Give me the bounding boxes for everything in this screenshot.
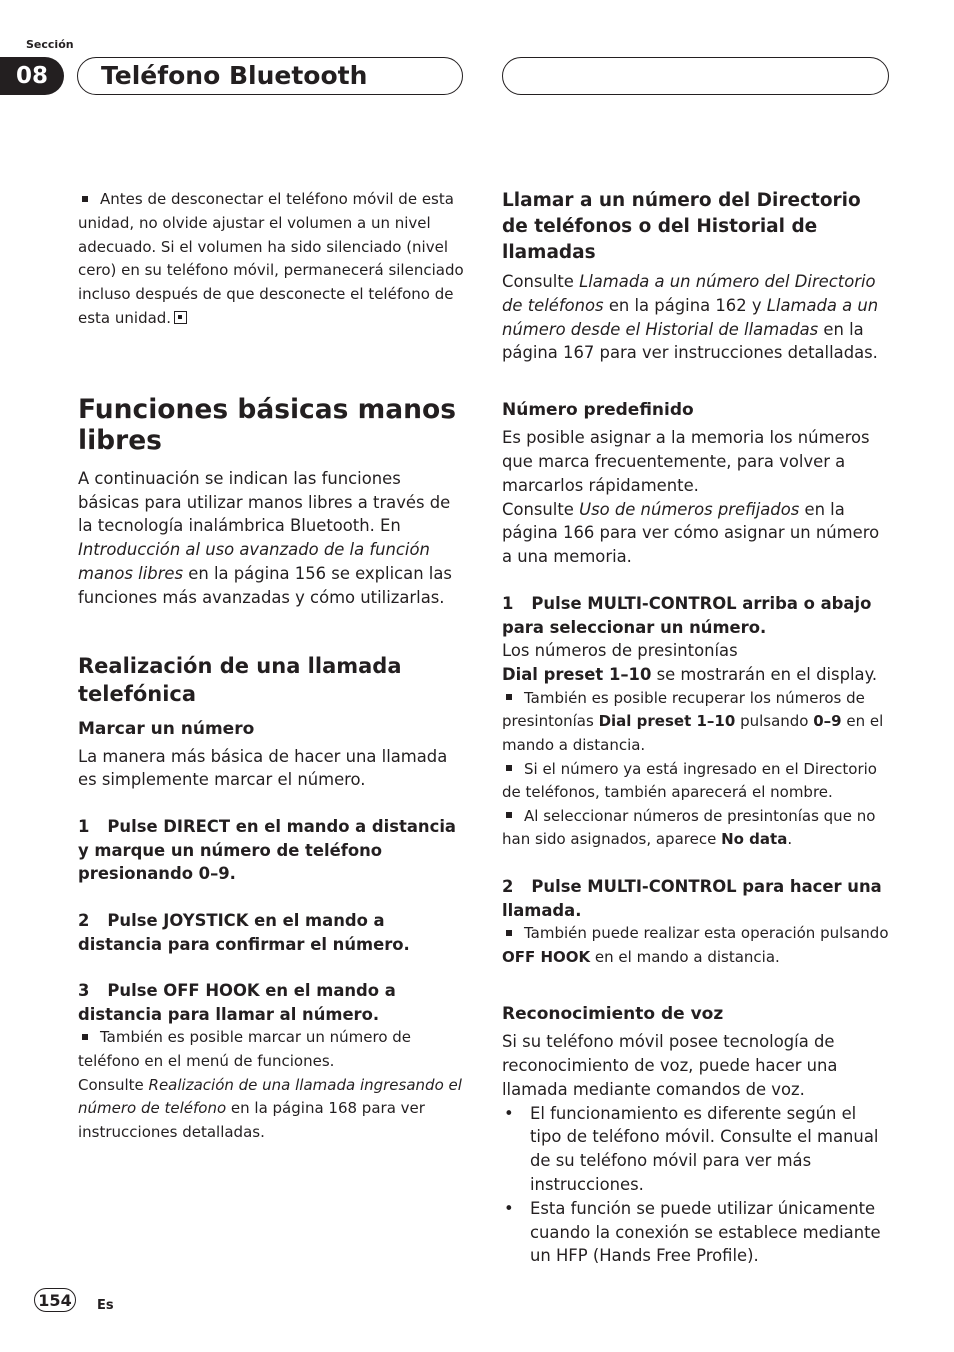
step-1-note-2: Si el número ya está ingresado en el Directorio de teléfonos, también aparecerá el nombre. [502, 759, 877, 802]
intro-note: Antes de desconectar el teléfono móvil de esta unidad, no olvide ajustar el volumen a un nivel adecuado. Si el volumen ha sido silenciado (nivel cero) en su teléfono móvil, permanecerá silenciado incluso después de que desconecte el teléfono de esta unidad. [78, 190, 464, 327]
cross-reference: Llamada a un número desde el Historial de llamadas [502, 295, 879, 339]
topic-heading-voice: Reconocimiento de voz [502, 1004, 724, 1025]
step-1-note-1: También es posible recuperar los números de presintonías Dial preset 1–10 pulsando 0–9 en el mando a distancia. [502, 688, 884, 754]
step-1-note-3: Al seleccionar números de presintonías que no han sido asignados, aparece No data. [502, 806, 876, 849]
step-2-note: También puede realizar esta operación pulsando OFF HOOK en el mando a distancia. [502, 924, 889, 966]
chapter-title: Teléfono Bluetooth [101, 61, 368, 90]
note-square-icon [506, 930, 512, 936]
topic-heading-directory: Llamar a un número del Directorio de teléfonos o del Historial de llamadas [502, 190, 861, 263]
section-number: 08 [15, 63, 48, 89]
note-square-icon [82, 1034, 88, 1040]
cross-reference: Realización de una llamada ingresando el número de teléfono [78, 1075, 462, 1118]
bullet-item: • El funcionamiento es diferente según el tipo de teléfono móvil. Consulte el manual de su teléfono móvil para ver más instrucciones. [502, 1102, 890, 1197]
subsection-heading: Realización de una llamada telefónica [78, 653, 402, 707]
intro-paragraph: A continuación se indican las funciones básicas para utilizar manos libres a través de la tecnología inalámbrica Bluetooth. En Introducción al uso avanzado de la función manos libres en la página 156 se explican las funciones más avanzadas y cómo utilizarlas. [78, 468, 452, 607]
voice-paragraph: Si su teléfono móvil posee tecnología de reconocimiento de voz, puede hacer una llamada mediante comandos de voz. [502, 1032, 838, 1099]
note-square-icon [82, 196, 88, 202]
step-1: 1 Pulse MULTI-CONTROL arriba o abajo para seleccionar un número. [502, 593, 872, 637]
step-3-reference: Consulte Realización de una llamada ingresando el número de teléfono en la página 168 para ver instrucciones detalladas. [78, 1075, 462, 1141]
end-of-section-icon [174, 311, 187, 324]
bullet-item: • Esta función se puede utilizar únicamente cuando la conexión se establece mediante un HFP (Hands Free Profile). [502, 1197, 890, 1268]
step-2: 2 Pulse JOYSTICK en el mando a distancia para confirmar el número. [78, 910, 410, 954]
bullet-icon: • [504, 1103, 514, 1123]
directory-paragraph: Consulte Llamada a un número del Directorio de teléfonos en la página 162 y Llamada a un número desde el Historial de llamadas en la página 167 para ver instrucciones detalladas. [502, 272, 879, 363]
step-1-body-2: Dial preset 1–10 se mostrarán en el display. [502, 664, 878, 684]
preset-paragraph: Es posible asignar a la memoria los números que marca frecuentemente, para volver a marcarlos rápidamente. [502, 428, 870, 495]
bullet-icon: • [504, 1198, 514, 1218]
section-label: Sección [26, 38, 74, 51]
left-column [78, 188, 466, 1144]
step-3: 3 Pulse OFF HOOK en el mando a distancia para llamar al número. [78, 981, 396, 1024]
cross-reference: Introducción al uso avanzado de la función manos libres [78, 540, 430, 583]
right-column [502, 188, 890, 1268]
section-heading: Funciones básicas manos libres [78, 393, 456, 457]
step-2: 2 Pulse MULTI-CONTROL para hacer una llamada. [502, 876, 882, 920]
cross-reference: Uso de números prefijados [579, 499, 800, 519]
step-3-note: También es posible marcar un número de teléfono en el menú de funciones. [78, 1028, 412, 1070]
cross-reference: Llamada a un número del Directorio de teléfonos [502, 272, 876, 315]
topic-heading-preset: Número predefinido [502, 400, 694, 421]
note-square-icon [506, 765, 512, 771]
topic-heading: Marcar un número [78, 718, 255, 739]
note-square-icon [506, 694, 512, 700]
header-empty-frame [502, 57, 889, 95]
section-number-badge [0, 57, 64, 95]
step-1: 1 Pulse DIRECT en el mando a distancia y marque un número de teléfono presionando 0–9. [78, 817, 456, 884]
note-square-icon [506, 812, 512, 818]
dial-paragraph: La manera más básica de hacer una llamada es simplemente marcar el número. [78, 746, 448, 790]
preset-reference: Consulte Uso de números prefijados en la página 166 para ver cómo asignar un número a una memoria. [502, 499, 880, 567]
page-number: 154 [34, 1288, 76, 1312]
language-code: Es [97, 1298, 114, 1313]
step-1-body: Los números de presintonías [502, 641, 738, 661]
